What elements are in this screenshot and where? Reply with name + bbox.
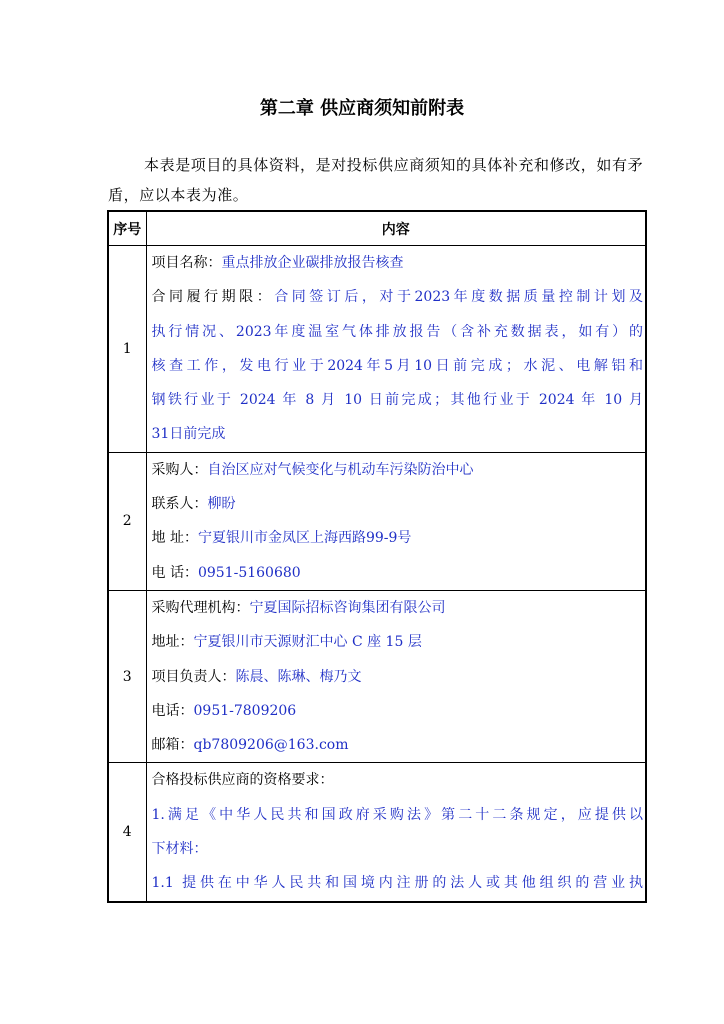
content-line	[152, 866, 644, 900]
content-line	[152, 453, 644, 487]
intro-paragraph: 本表是项目的具体资料，是对投标供应商须知的具体补充和修改，如有矛盾，应以本表为准。	[108, 156, 644, 204]
field-label: 合格投标供应商的资格要求：	[151, 772, 334, 789]
table-row	[108, 763, 646, 902]
field-value: 重点排放企业碳排放报告核查	[221, 255, 404, 271]
field-value: 宁夏银川市金凤区上海西路99-9号	[197, 530, 412, 547]
content-line	[152, 591, 644, 625]
field-value: 合同签订后，对于2023年度数据质量控制计划及	[274, 289, 643, 306]
field-value: 钢铁行业于 2024 年 8 月 10 日前完成；其他行业于 2024 年 10 月	[151, 392, 643, 409]
header-number: 序号	[108, 211, 146, 246]
field-value: 核查工作，发电行业于2024年5月10日前完成；水泥、电解铝和	[151, 357, 643, 374]
page-title: 第二章 供应商须知前附表	[259, 98, 465, 119]
header-content: 内容	[146, 211, 646, 246]
row-number: 2	[108, 452, 146, 590]
table-body	[108, 246, 646, 902]
content-line	[152, 660, 644, 694]
field-value: 柳盼	[207, 496, 236, 513]
field-value: qb7809206@163.com	[193, 737, 349, 754]
field-label: 地址：	[151, 634, 194, 651]
field-value: 宁夏银川市天源财汇中心 C 座 15 层	[193, 634, 422, 651]
field-label: 项目名称：	[151, 255, 222, 271]
content-line	[152, 694, 644, 728]
field-label: 地 址：	[151, 530, 198, 547]
field-label: 邮箱：	[151, 737, 194, 754]
content-line	[152, 417, 644, 451]
row-number: 3	[108, 590, 146, 762]
table-header-row	[108, 211, 646, 246]
field-value: 陈晨、陈琳、梅乃文	[235, 668, 362, 685]
field-value: 1.满足《中华人民共和国政府采购法》第二十二条规定，应提供以	[151, 806, 643, 823]
field-label: 项目负责人：	[151, 668, 236, 685]
field-value: 自治区应对气候变化与机动车污染防治中心	[207, 461, 474, 478]
content-line	[152, 315, 644, 349]
row-content	[146, 763, 646, 902]
content-line	[152, 280, 644, 314]
table-row	[108, 590, 646, 762]
field-value: 0951-5160680	[197, 564, 301, 581]
content-line	[152, 728, 644, 762]
field-label: 电 话：	[151, 564, 198, 581]
content-line	[152, 556, 644, 590]
content-line	[152, 521, 644, 555]
field-value: 宁夏国际招标咨询集团有限公司	[249, 599, 446, 616]
row-number: 1	[108, 246, 146, 453]
field-value: 执行情况、2023年度温室气体排放报告（含补充数据表，如有）的	[151, 323, 643, 340]
field-label: 联系人：	[151, 496, 208, 513]
field-label: 合同履行期限：	[151, 289, 275, 306]
content-line	[152, 349, 644, 383]
content-line	[152, 487, 644, 521]
content-line	[152, 798, 644, 832]
row-content	[146, 246, 646, 453]
table-row	[108, 452, 646, 590]
field-value: 1.1 提供在中华人民共和国境内注册的法人或其他组织的营业执	[151, 875, 643, 892]
field-label: 电话：	[151, 702, 194, 719]
table-row	[108, 246, 646, 453]
content-line	[152, 763, 644, 797]
content-line	[152, 832, 644, 866]
appendix-table	[107, 210, 647, 903]
field-value: 31日前完成	[151, 426, 226, 443]
row-content	[146, 590, 646, 762]
field-value: 下材料：	[151, 841, 208, 858]
content-line	[152, 246, 644, 280]
content-line	[152, 383, 644, 417]
field-label: 采购人：	[151, 461, 208, 478]
content-line	[152, 625, 644, 659]
field-label: 采购代理机构：	[151, 599, 250, 616]
field-value: 0951-7809206	[193, 702, 297, 719]
row-number: 4	[108, 763, 146, 902]
row-content	[146, 452, 646, 590]
